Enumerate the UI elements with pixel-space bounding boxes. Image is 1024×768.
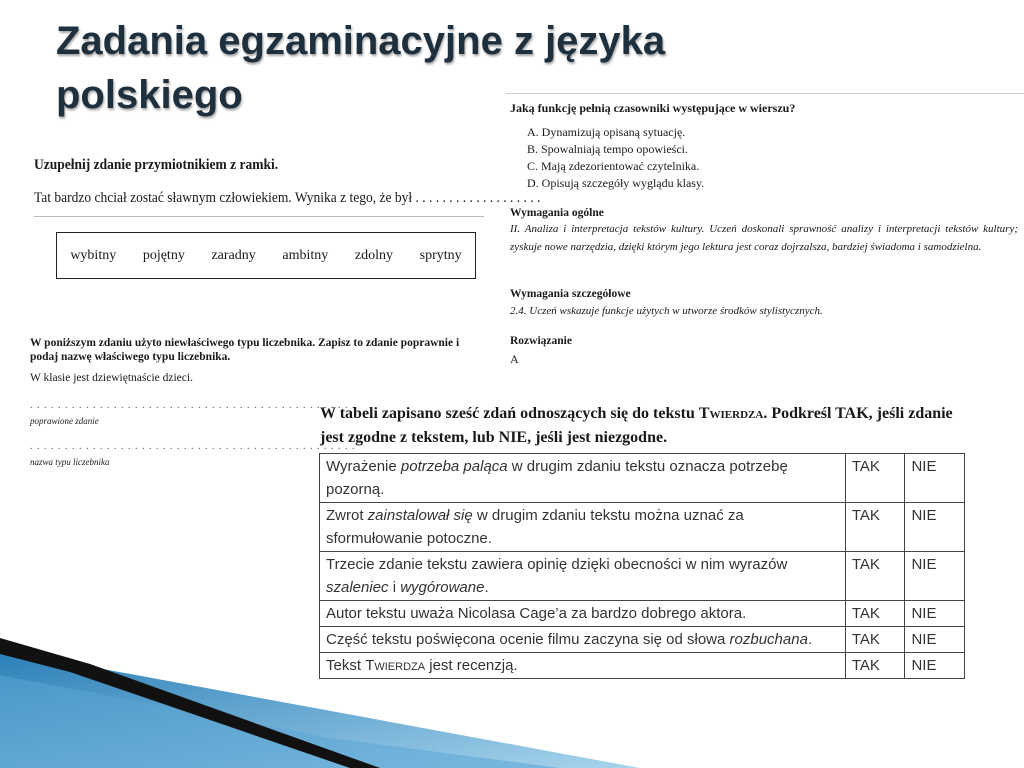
solution-heading: Rozwiązanie	[510, 335, 572, 347]
no-option[interactable]: NIE	[905, 627, 965, 653]
table-row	[320, 627, 965, 653]
answer-option: B. Spowalniają tempo opowieści.	[527, 142, 688, 156]
no-option[interactable]: NIE	[905, 552, 965, 601]
statement: Część tekstu poświęcona ocenie filmu zaczyna się od słowa rozbuchana.	[320, 627, 846, 653]
table-row	[320, 601, 965, 627]
no-option[interactable]: NIE	[905, 503, 965, 552]
statement: Zwrot zainstalował się w drugim zdaniu tekstu można uznać za sformułowanie potoczne.	[320, 503, 846, 552]
answer-option: A. Dynamizują opisaną sytuację.	[527, 125, 686, 139]
table-task-instruction: W tabeli zapisano sześć zdań odnoszących się do tekstu Twierdza. Podkreśl TAK, jeśli zdanie jest zgodne z tekstem, lub NIE, jeśli jest niezgodne.	[320, 405, 953, 446]
detailed-requirements-text: 2.4. Uczeń wskazuje funkcje użytych w utworze środków stylistycznych.	[510, 305, 823, 317]
answer-caption: poprawione zdanie	[30, 416, 99, 426]
adjective-task-instruction: Uzupełnij zdanie przymiotnikiem z ramki.	[34, 157, 279, 173]
statement: Trzecie zdanie tekstu zawiera opinię dzięki obecności w nim wyrazów szaleniec i wygórowane.	[320, 552, 846, 601]
table-row	[320, 653, 965, 679]
adjective-word: ambitny	[282, 247, 329, 263]
adjective-word: zdolny	[354, 247, 394, 263]
yes-option[interactable]: TAK	[845, 454, 905, 503]
adjective-box	[56, 232, 476, 279]
yes-option[interactable]: TAK	[845, 503, 905, 552]
no-option[interactable]: NIE	[905, 601, 965, 627]
statement: Autor tekstu uważa Nicolasa Cage’a za bardzo dobrego aktora.	[320, 601, 846, 627]
yes-option[interactable]: TAK	[845, 601, 905, 627]
statement: Tekst Twierdza jest recenzją.	[320, 653, 846, 679]
statement: Wyrażenie potrzeba paląca w drugim zdaniu tekstu oznacza potrzebę pozorną.	[320, 454, 846, 503]
solution-value: A	[510, 352, 519, 366]
verb-task-question: Jaką funkcję pełnią czasowniki występujące w wierszu?	[510, 101, 796, 115]
answer-option: C. Mają zdezorientować czytelnika.	[527, 159, 700, 173]
answer-options	[527, 124, 704, 192]
numeral-task-instruction: W poniższym zdaniu użyto niewłaściwego typu liczebnika. Zapisz to zdanie poprawnie i podaj nazwę właściwego typu liczebnika.	[30, 337, 460, 363]
yes-option[interactable]: TAK	[845, 653, 905, 679]
table-row	[320, 503, 965, 552]
true-false-table	[319, 453, 965, 679]
adjective-word: sprytny	[419, 247, 462, 263]
general-requirements-heading: Wymagania ogólne	[510, 207, 604, 219]
detailed-requirements-heading: Wymagania szczegółowe	[510, 288, 631, 300]
divider	[506, 93, 1024, 94]
no-option[interactable]: NIE	[905, 454, 965, 503]
adjective-word: zaradny	[211, 247, 256, 263]
adjective-word: wybitny	[70, 247, 117, 263]
answer-caption: nazwa typu liczebnika	[30, 457, 110, 467]
yes-option[interactable]: TAK	[845, 627, 905, 653]
text-title: Twierdza	[698, 405, 764, 422]
no-option[interactable]: NIE	[905, 653, 965, 679]
table-row	[320, 454, 965, 503]
answer-option: D. Opisują szczegóły wyglądu klasy.	[527, 176, 705, 190]
slide-title: Zadania egzaminacyjne z języka polskiego	[56, 19, 666, 117]
answer-line: . . . . . . . . . . . . . . . . . . . . . . . . . . . . . . . . . . . . . . . . . . . . . . .	[30, 400, 356, 411]
adjective-task-sentence: Tat bardzo chciał zostać sławnym człowiekiem. Wynika z tego, że był . . . . . . . . . . . . . . . . . . .	[34, 190, 541, 206]
table-row	[320, 552, 965, 601]
general-requirements-text: II. Analiza i interpretacja tekstów kultury. Uczeń doskonali sprawność analizy i interpretacji tekstów kultury; zyskuje nowe narzędzia, dzięki którym jego lektura jest coraz dojrzalsza, bardziej świadoma i samodzielna.	[510, 223, 1018, 253]
adjective-word: pojętny	[142, 247, 185, 263]
divider	[34, 216, 484, 217]
answer-line: . . . . . . . . . . . . . . . . . . . . . . . . . . . . . . . . . . . . . . . . . . . . . . .	[30, 441, 356, 452]
numeral-task-sentence: W klasie jest dziewiętnaście dzieci.	[30, 372, 193, 384]
yes-option[interactable]: TAK	[845, 552, 905, 601]
